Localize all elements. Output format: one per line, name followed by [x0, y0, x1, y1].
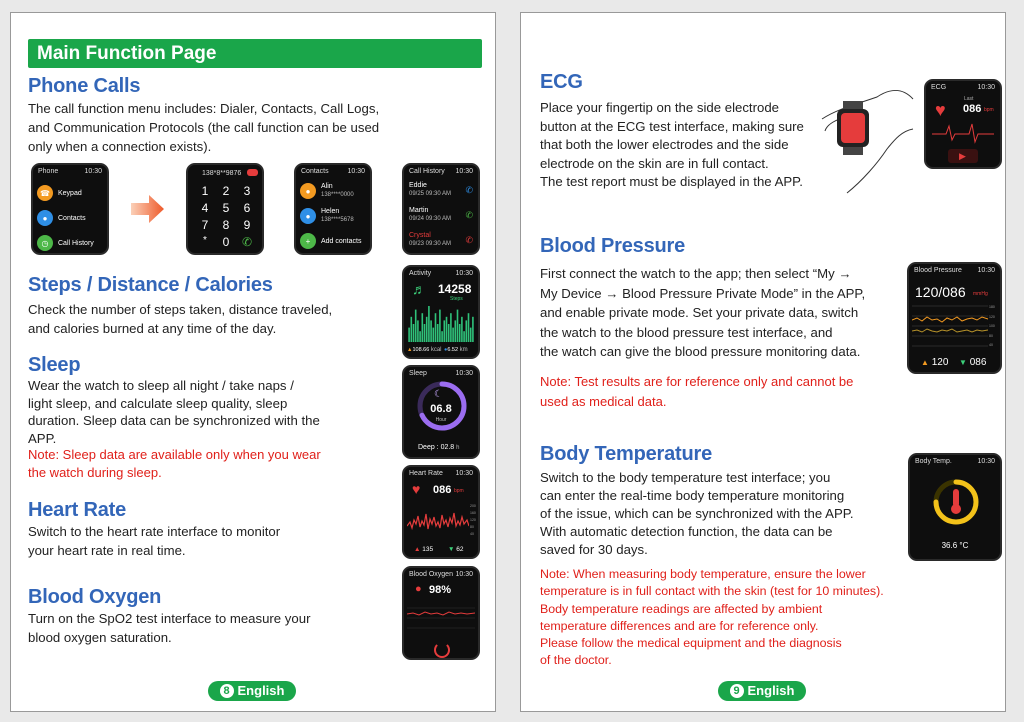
menu-item-label: Contacts — [58, 214, 86, 222]
note-line: of the doctor. — [540, 653, 612, 668]
watch-time: 10:30 — [455, 470, 473, 477]
blood-pressure-note — [540, 372, 853, 411]
steps-bar — [448, 324, 450, 342]
text-line: your heart rate in real time. — [28, 543, 186, 558]
history-item[interactable] — [409, 182, 451, 198]
menu-item-contacts[interactable] — [37, 210, 86, 226]
history-date: 09/25 09:30 AM — [409, 191, 452, 197]
contact-item[interactable] — [300, 208, 354, 224]
text-line: can enter the real-time body temperature monitoring — [540, 488, 845, 503]
watch-time: 10:30 — [977, 458, 995, 465]
sleep-unit: Hour — [435, 417, 447, 423]
left-page — [10, 12, 496, 712]
watch-title: Sleep — [409, 370, 427, 377]
history-name: Eddie — [409, 182, 427, 189]
body-temperature-text — [540, 469, 854, 559]
steps-count: 14258 — [438, 282, 472, 296]
scale-label: 180 — [989, 305, 995, 309]
note-line: the watch during sleep. — [28, 464, 162, 480]
watch-title: Blood Pressure — [914, 267, 962, 274]
body-temperature-note — [540, 566, 884, 670]
text-line: The call function menu includes: Dialer, Contacts, Call Logs, — [28, 101, 380, 116]
kcal-unit: kcal — [430, 347, 442, 353]
watch-time: 10:30 — [977, 84, 995, 91]
contact-name: Helen — [321, 208, 340, 215]
heart-rate-unit: bpm — [454, 488, 464, 494]
body-temperature-heading: Body Temperature — [540, 443, 713, 465]
section-banner: Main Function Page — [28, 39, 482, 68]
blood-pressure-heading: Blood Pressure — [540, 235, 686, 257]
ecg-text — [540, 99, 804, 192]
calories-readout: ▲108.66 kcal — [407, 347, 442, 353]
heart-rate-chart — [407, 502, 469, 540]
sleep-hours: 06.8 — [430, 403, 452, 415]
watch-blood-oxygen — [402, 566, 480, 660]
steps-bar — [422, 313, 424, 342]
watch-heart-rate — [402, 465, 480, 559]
spo2-value: 98% — [429, 584, 452, 596]
steps-bar — [439, 310, 441, 342]
watch-time: 10:30 — [455, 168, 473, 175]
note-line: Body temperature readings are affected by ambient — [540, 601, 823, 616]
watch-call-history — [402, 163, 480, 255]
droplet-icon: ● — [415, 583, 422, 595]
steps-bar — [408, 328, 410, 342]
outgoing-call-icon: ✆ — [465, 210, 473, 220]
text-line: and Communication Protocols (the call function can be used — [28, 120, 380, 135]
note-line: Note: When measuring body temperature, ensure the lower — [540, 567, 866, 581]
steps-unit: Steps — [450, 296, 463, 302]
text-line: blood oxygen saturation. — [28, 630, 172, 645]
deep-sleep-unit: h — [456, 445, 460, 451]
deep-sleep-readout — [418, 444, 460, 451]
heart-max-readout: ▲ 135 — [414, 546, 434, 553]
text-line: My Device → Blood Pressure Private Mode” in the APP, — [540, 285, 866, 301]
diastolic-readout: ▼ 086 — [959, 357, 987, 368]
page-number: 9 — [730, 684, 744, 698]
heart-rate-heading: Heart Rate — [28, 499, 127, 521]
phone-calls-text — [28, 99, 379, 156]
running-icon: ♬ — [412, 281, 426, 297]
history-item[interactable] — [409, 232, 451, 248]
steps-bar — [417, 320, 419, 342]
steps-bar — [466, 320, 468, 342]
temperature-value: 36.6 °C — [941, 541, 969, 550]
text-line: light sleep, and calculate sleep quality, sleep — [28, 395, 288, 411]
history-date: 09/23 09:30 AM — [409, 241, 452, 247]
steps-bar — [433, 328, 435, 342]
systolic-readout: ▲ 120 — [921, 357, 949, 368]
text-line: electrode on the skin are in full contact. — [540, 155, 769, 171]
spo2-chart — [407, 602, 475, 638]
note-line: temperature differences and are for reference only. — [540, 618, 819, 633]
note-line: Note: Test results are for reference only and cannot be — [540, 374, 854, 389]
blood-pressure-value: 120/086 — [915, 284, 966, 300]
play-icon: ▶ — [959, 151, 966, 161]
text-line: and enable private mode. Set your private data, switch — [540, 305, 859, 320]
steps-bar — [413, 324, 415, 342]
dial-key[interactable]: 4 — [201, 201, 209, 215]
text-line: that both the lower electrodes and the side — [540, 137, 789, 152]
history-name: Crystal — [409, 232, 431, 239]
steps-bar — [463, 331, 465, 342]
blood-pressure-text — [540, 264, 865, 362]
watch-title: Heart Rate — [409, 470, 443, 477]
dial-key[interactable]: 3 — [243, 184, 251, 198]
delete-icon[interactable] — [247, 169, 258, 176]
dial-key[interactable]: 6 — [243, 201, 251, 215]
add-contact-icon: + — [300, 233, 316, 249]
sleep-text — [28, 377, 320, 447]
watch-dialer — [186, 163, 264, 255]
page-language: English — [747, 683, 795, 698]
watch-contacts — [294, 163, 372, 255]
watch-time: 10:30 — [455, 370, 473, 377]
heart-rate-value: 086 — [433, 484, 452, 496]
watch-time: 10:30 — [347, 168, 365, 175]
diastolic-value: 086 — [969, 357, 987, 368]
right-page — [520, 12, 1006, 712]
steps-bar — [457, 310, 459, 342]
scale-label: 40 — [989, 343, 993, 347]
kcal-value: 108.66 — [412, 347, 430, 353]
history-name: Martin — [409, 207, 429, 214]
history-item[interactable] — [409, 207, 451, 223]
systolic-value: 120 — [931, 357, 949, 368]
text-line: duration. Sleep data can be synchronized with the — [28, 413, 320, 428]
dial-key[interactable]: 7 — [201, 218, 209, 232]
call-icon[interactable]: ✆ — [241, 235, 253, 249]
sleep-heading: Sleep — [28, 354, 81, 376]
ecg-heading: ECG — [540, 71, 583, 93]
contact-number: 138****5678 — [321, 217, 354, 223]
ecg-waveform — [932, 122, 994, 144]
watch-title: ECG — [931, 84, 947, 91]
sleep-note — [28, 446, 321, 481]
watch-title: Phone — [38, 168, 59, 175]
watch-body-temperature — [908, 453, 1002, 561]
text-line: First connect the watch to the app; then select “My → — [540, 266, 852, 281]
dial-key[interactable]: 5 — [222, 201, 230, 215]
dial-key[interactable]: 2 — [222, 184, 230, 198]
heart-rate-scale — [470, 503, 476, 538]
scale-label: 160 — [470, 511, 476, 515]
text-line: the watch to the blood pressure test interface, and — [540, 324, 833, 340]
steps-bar — [437, 324, 439, 342]
phone-calls-heading: Phone Calls — [28, 75, 141, 97]
scale-label: 80 — [470, 525, 474, 529]
steps-bar — [424, 324, 426, 342]
heart-icon: ♥ — [412, 481, 421, 497]
steps-bar — [435, 313, 437, 342]
history-date: 09/24 09:30 AM — [409, 216, 452, 222]
hand-wearing-watch-illustration — [817, 69, 917, 197]
heart-max: 135 — [422, 546, 434, 553]
ecg-value: 086 — [963, 103, 982, 115]
contacts-icon: ● — [37, 210, 53, 226]
keypad-icon: ☎ — [37, 185, 53, 201]
steps-bar — [452, 328, 454, 342]
menu-item-label: Call History — [58, 239, 94, 247]
distance-readout: ●6.52 km — [444, 347, 468, 353]
scale-label: 120 — [989, 314, 995, 319]
ecg-last-label: Last — [964, 96, 974, 102]
km-value: 6.52 — [447, 347, 459, 353]
scale-label: 200 — [470, 504, 476, 508]
watch-title: Blood Oxygen — [409, 571, 453, 578]
page-language: English — [237, 683, 285, 698]
blood-pressure-chart — [912, 304, 988, 348]
watch-ecg — [924, 79, 1002, 169]
text-line: Place your fingertip on the side electrode — [540, 100, 779, 115]
scale-label: 100 — [989, 324, 995, 328]
avatar-icon: ● — [300, 183, 316, 199]
avatar-icon: ● — [300, 208, 316, 224]
watch-sleep — [402, 365, 480, 459]
temperature-gauge — [931, 477, 981, 527]
dial-key[interactable]: 8 — [222, 218, 230, 232]
scale-label: 40 — [470, 532, 474, 536]
steps-bar — [444, 320, 446, 342]
dial-key[interactable]: 9 — [243, 218, 251, 232]
scale-label: 80 — [989, 333, 993, 338]
menu-item-call-history[interactable] — [37, 235, 94, 251]
steps-heading: Steps / Distance / Calories — [28, 274, 273, 296]
steps-bar — [461, 317, 463, 342]
menu-item-label: Keypad — [58, 189, 82, 197]
deep-sleep-value: Deep : 02.8 — [418, 444, 455, 451]
menu-item-keypad[interactable] — [37, 185, 82, 201]
steps-bar — [430, 320, 432, 342]
note-line: Note: Sleep data are available only when you wear — [28, 447, 321, 462]
steps-bar — [470, 328, 472, 342]
blood-oxygen-heading: Blood Oxygen — [28, 586, 162, 608]
steps-bar — [455, 320, 457, 342]
watch-title: Contacts — [301, 168, 329, 175]
watch-time: 10:30 — [84, 168, 102, 175]
blood-pressure-scale — [989, 303, 995, 351]
steps-bar — [441, 331, 443, 342]
steps-bar — [419, 331, 421, 342]
incoming-call-icon: ✆ — [465, 185, 473, 195]
page-number-badge — [718, 681, 806, 701]
moon-icon: ☾ — [434, 389, 443, 400]
text-line: only when a connection exists). — [28, 139, 212, 154]
page-number: 8 — [220, 684, 234, 698]
heart-min-readout: ▼ 62 — [448, 546, 464, 553]
contact-number: 138****0000 — [321, 192, 354, 198]
contact-name: Alin — [321, 183, 333, 190]
text-line: and calories burned at any time of the day. — [28, 321, 277, 336]
dial-key[interactable]: 0 — [222, 235, 230, 249]
watch-phone-menu — [31, 163, 109, 255]
missed-call-icon: ✆ — [465, 235, 473, 245]
note-line: temperature is in full contact with the skin (test for 10 minutes). — [540, 584, 884, 599]
call-history-icon: ◷ — [37, 235, 53, 251]
contact-item[interactable] — [300, 183, 354, 199]
steps-bar — [411, 317, 413, 342]
steps-bar — [415, 310, 417, 342]
refresh-icon[interactable] — [434, 642, 450, 658]
steps-bar — [446, 317, 448, 342]
heart-min: 62 — [456, 546, 464, 553]
dial-key[interactable]: 1 — [201, 184, 209, 198]
steps-bar — [472, 317, 474, 342]
text-line: The test report must be displayed in the APP. — [540, 174, 803, 189]
steps-bar — [426, 317, 428, 342]
steps-bar — [428, 306, 430, 342]
add-contacts-button[interactable] — [300, 233, 361, 249]
watch-title: Activity — [409, 270, 432, 277]
watch-blood-pressure — [907, 262, 1002, 374]
heart-icon: ♥ — [935, 100, 946, 120]
steps-bar — [450, 313, 452, 342]
blood-oxygen-text — [28, 609, 310, 647]
watch-activity — [402, 265, 480, 359]
watch-title: Call History — [409, 168, 445, 175]
km-unit: km — [459, 347, 468, 353]
watch-time: 10:30 — [455, 270, 473, 277]
ecg-unit: bpm — [984, 107, 994, 113]
steps-bar — [459, 324, 461, 342]
steps-bar-chart — [408, 304, 474, 342]
note-line: Please follow the medical equipment and the diagnosis — [540, 636, 842, 651]
steps-bar — [468, 313, 470, 342]
note-line: used as medical data. — [540, 393, 667, 409]
text-line: the watch can give the blood pressure monitoring data. — [540, 344, 861, 359]
heart-rate-text — [28, 522, 280, 560]
scale-label: 120 — [470, 518, 476, 522]
text-line: of the issue, which can be synchronized with the APP. — [540, 506, 854, 521]
watch-title: Body Temp. — [915, 458, 952, 465]
text-line: APP. — [28, 430, 57, 446]
text-line: Switch to the heart rate interface to monitor — [28, 524, 281, 539]
blood-pressure-unit: mmHg — [973, 291, 988, 297]
text-line: Wear the watch to sleep all night / take naps / — [28, 378, 294, 393]
dial-key[interactable]: * — [203, 235, 207, 246]
text-line: Turn on the SpO2 test interface to measure your — [28, 611, 311, 626]
watch-time: 10:30 — [455, 571, 473, 578]
text-line: Check the number of steps taken, distance traveled, — [28, 302, 333, 317]
dial-number: 138*8**9876 — [202, 170, 242, 177]
watch-time: 10:30 — [977, 267, 995, 274]
text-line: Switch to the body temperature test interface; you — [540, 470, 831, 485]
steps-text — [28, 300, 332, 338]
page-number-badge — [208, 681, 296, 701]
text-line: With automatic detection function, the data can be — [540, 524, 833, 539]
text-line: saved for 30 days. — [540, 542, 648, 557]
text-line: button at the ECG test interface, making sure — [540, 118, 804, 134]
add-contacts-label: Add contacts — [321, 237, 362, 245]
arrow-right-icon — [131, 194, 165, 224]
